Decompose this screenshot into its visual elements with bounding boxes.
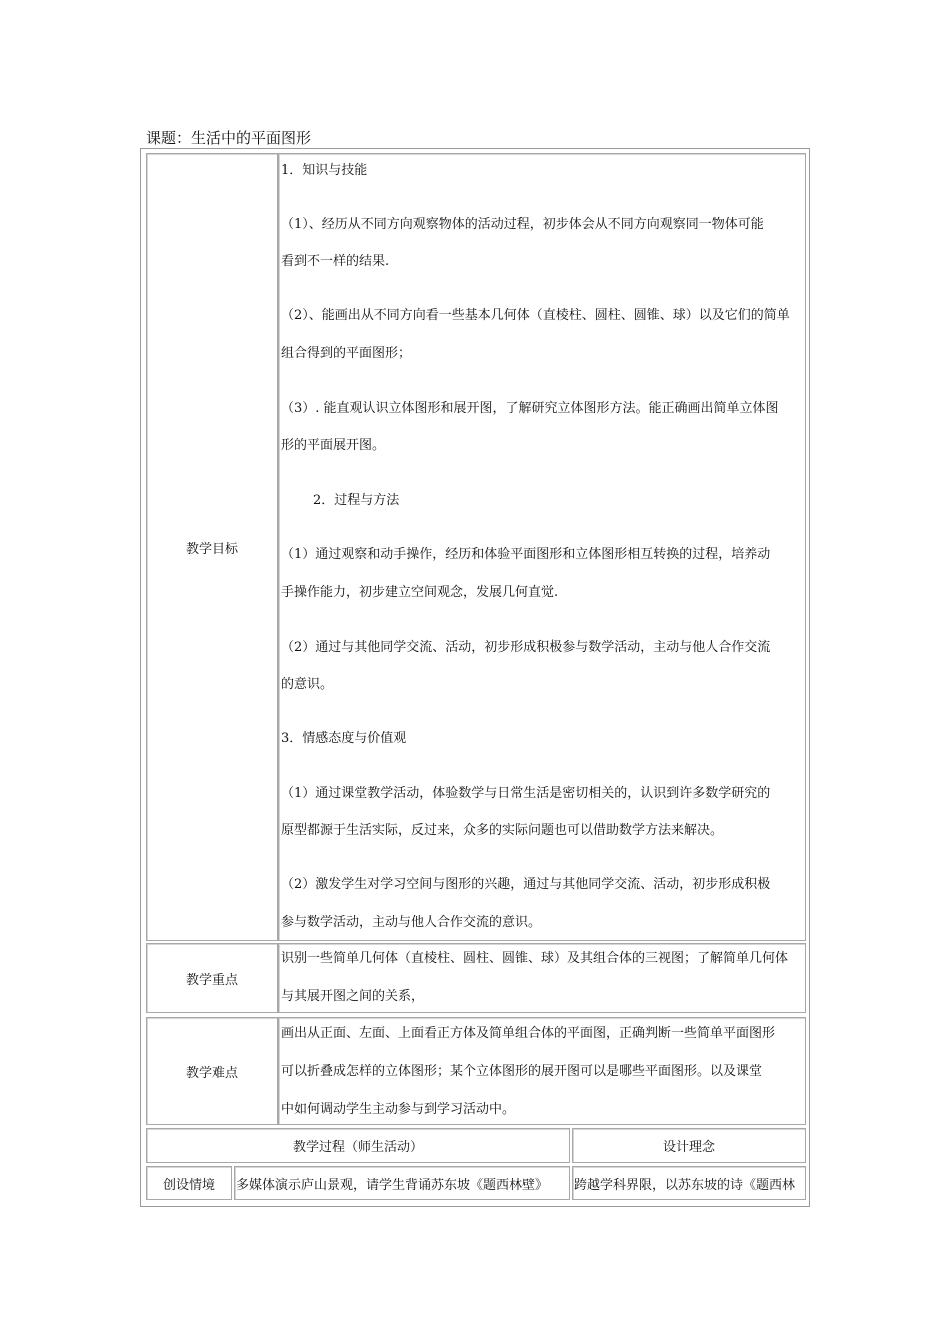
objectives-line: （1）通过课堂教学活动，体验数学与日常生活是密切相关的，认识到许多数学研究的	[281, 786, 771, 801]
objectives-line: 2．过程与方法	[313, 493, 400, 508]
concept-header-cell	[572, 1128, 806, 1163]
key-points-label: 教学重点	[185, 972, 238, 988]
process-header-label: 教学过程（师生活动）	[292, 1140, 423, 1155]
stage-cell	[146, 1166, 232, 1200]
objectives-line: （2）、能画出从不同方向看一些基本几何体（直棱柱、圆柱、圆锥、球）以及它们的简单	[281, 308, 790, 323]
difficulties-line: 可以折叠成怎样的立体图形；某个立体图形的展开图可以是哪些平面图形。以及课堂	[281, 1064, 763, 1079]
activity-text: 多媒体演示庐山景观，请学生背诵苏东坡《题西林壁》	[236, 1177, 549, 1193]
objectives-line: 3．情感态度与价值观	[281, 731, 407, 746]
objectives-line: （2）激发学生对学习空间与图形的兴趣，通过与其他同学交流、活动，初步形成积极	[281, 877, 771, 892]
objectives-line: 参与数学活动，主动与他人合作交流的意识。	[281, 915, 542, 930]
objectives-label: 教学目标	[185, 541, 238, 557]
concept-text: 跨越学科界限，以苏东坡的诗《题西林	[574, 1177, 796, 1193]
objectives-content-cell	[278, 153, 806, 941]
concept-cell	[572, 1166, 806, 1200]
objectives-label-cell	[146, 153, 278, 941]
objectives-line: （1）通过观察和动手操作，经历和体验平面图形和立体图形相互转换的过程，培养动	[281, 547, 771, 562]
objectives-line: （2）通过与其他同学交流、活动，初步形成积极参与数学活动，主动与他人合作交流	[281, 640, 771, 655]
key-points-line: 与其展开图之间的关系，	[281, 989, 425, 1004]
difficulties-content-cell	[278, 1017, 806, 1125]
activity-cell	[234, 1166, 570, 1200]
difficulties-label-cell	[146, 1017, 278, 1125]
key-points-content-cell	[278, 943, 806, 1013]
process-header-cell	[146, 1128, 570, 1163]
difficulties-line: 画出从正面、左面、上面看正方体及简单组合体的平面图，正确判断一些简单平面图形	[281, 1026, 776, 1041]
lesson-title: 课题：生活中的平面图形	[146, 129, 312, 147]
objectives-line: 形的平面展开图。	[281, 438, 386, 453]
concept-header-label: 设计理念	[662, 1140, 715, 1155]
objectives-line: 组合得到的平面图形；	[281, 346, 412, 361]
key-points-label-cell	[146, 943, 278, 1013]
difficulties-line: 中如何调动学生主动参与到学习活动中。	[281, 1102, 516, 1117]
objectives-line: （3）. 能直观认识立体图形和展开图，了解研究立体图形方法。能正确画出简单立体图	[281, 401, 779, 416]
difficulties-label: 教学难点	[185, 1065, 238, 1081]
stage-label: 创设情境	[162, 1177, 215, 1193]
objectives-line: 的意识。	[281, 677, 334, 692]
objectives-line: 看到不一样的结果.	[281, 254, 390, 269]
key-points-line: 识别一些简单几何体（直棱柱、圆柱、圆锥、球）及其组合体的三视图；了解简单几何体	[281, 951, 789, 966]
objectives-line: 1．知识与技能	[281, 163, 368, 178]
objectives-line: 手操作能力，初步建立空间观念，发展几何直觉.	[281, 585, 559, 600]
objectives-line: 原型都源于生活实际，反过来，众多的实际问题也可以借助数学方法来解决。	[281, 823, 724, 838]
objectives-line: （1）、经历从不同方向观察物体的活动过程，初步体会从不同方向观察同一物体可能	[281, 217, 764, 232]
